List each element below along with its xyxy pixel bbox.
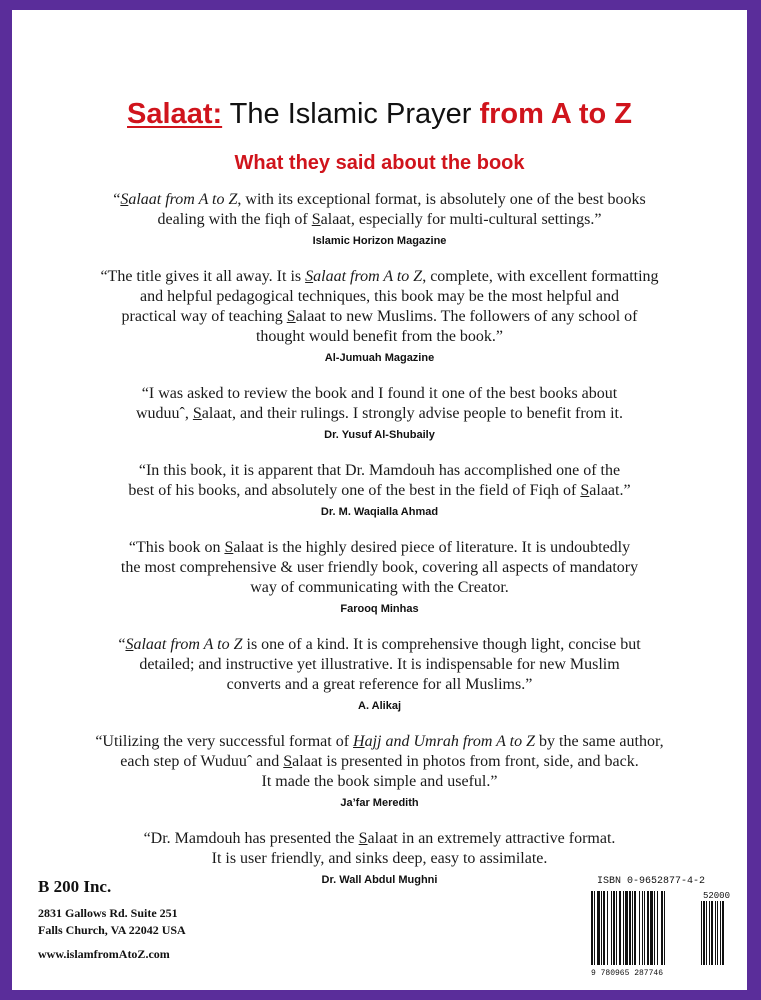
review-quote: “I was asked to review the book and I found it one of the best books about wuduuˆ, Salaat, and their rulings. I strongly advise people to benefit from it. xyxy=(135,385,623,422)
barcode-bars xyxy=(587,889,737,977)
reviews-list xyxy=(52,190,707,906)
review-quote: “The title gives it all away. It is Salaat from A to Z, complete, with excellent formatting and helpful pedagogical techniques, this book may be the most helpful and practical way of teaching Salaat to new Muslims. The followers of any school of thought would benefit from the book.” xyxy=(100,268,659,345)
isbn-barcode xyxy=(587,876,737,976)
review-5 xyxy=(52,538,707,615)
isbn-number: ISBN 0-9652877-4-2 xyxy=(597,876,706,887)
review-7 xyxy=(52,732,707,809)
review-quote: “Utilizing the very successful format of Hajj and Umrah from A to Z by the same author, each step of Wuduuˆ and Salaat is presented in photos from front, side, and back. It made the book simple and useful.” xyxy=(95,733,664,790)
review-source: Islamic Horizon Magazine xyxy=(312,235,447,247)
title-salaat: Salaat: xyxy=(127,98,223,130)
review-source: Dr. Wall Abdul Mughni xyxy=(321,874,438,886)
price-code: 52000 xyxy=(702,891,730,901)
review-1 xyxy=(52,190,707,247)
title-middle: The Islamic Prayer xyxy=(222,98,480,130)
review-2 xyxy=(52,267,707,364)
publisher-block xyxy=(38,877,186,962)
title-from-a-to-z: from A to Z xyxy=(479,98,632,130)
ean-digits: 9 780965 287746 xyxy=(591,969,664,977)
review-quote: “Dr. Mamdouh has presented the Salaat in an extremely attractive format. It is user friendly, and sinks deep, easy to assimilate. xyxy=(143,830,616,867)
review-quote: “Salaat from A to Z, with its exceptional format, is absolutely one of the best books dealing with the fiqh of Salaat, especially for multi-cultural settings.” xyxy=(113,191,646,228)
review-source: Dr. Yusuf Al-Shubaily xyxy=(324,429,435,441)
review-quote: “This book on Salaat is the highly desired piece of literature. It is undoubtedly the most comprehensive & user friendly book, covering all aspects of mandatory way of communicating with the Creator. xyxy=(120,539,639,596)
review-3 xyxy=(52,384,707,441)
review-quote: “In this book, it is apparent that Dr. Mamdouh has accomplished one of the best of his books, and absolutely one of the best in the field of Fiqh of Salaat.” xyxy=(128,462,631,499)
publisher-website: www.islamfromAtoZ.com xyxy=(38,947,170,961)
review-6 xyxy=(52,635,707,712)
publisher-name: B 200 Inc. xyxy=(38,877,112,896)
review-source: Dr. M. Waqialla Ahmad xyxy=(320,506,439,518)
review-quote: “Salaat from A to Z is one of a kind. It is comprehensive though light, concise but detailed; and instructive yet illustrative. It is indispensable for new Muslim converts and a great reference for all Muslims.” xyxy=(118,636,641,693)
publisher-address-line1: 2831 Gallows Rd. Suite 251 xyxy=(38,906,178,920)
review-4 xyxy=(52,461,707,518)
review-source: A. Alikaj xyxy=(358,700,401,712)
back-cover-page xyxy=(12,10,747,990)
book-title xyxy=(12,96,747,132)
review-source: Al-Jumuah Magazine xyxy=(324,352,435,364)
review-source: Ja’far Meredith xyxy=(340,797,419,809)
publisher-address-line2: Falls Church, VA 22042 USA xyxy=(38,923,186,937)
review-source: Farooq Minhas xyxy=(340,603,419,615)
reviews-heading: What they said about the book xyxy=(234,152,525,174)
